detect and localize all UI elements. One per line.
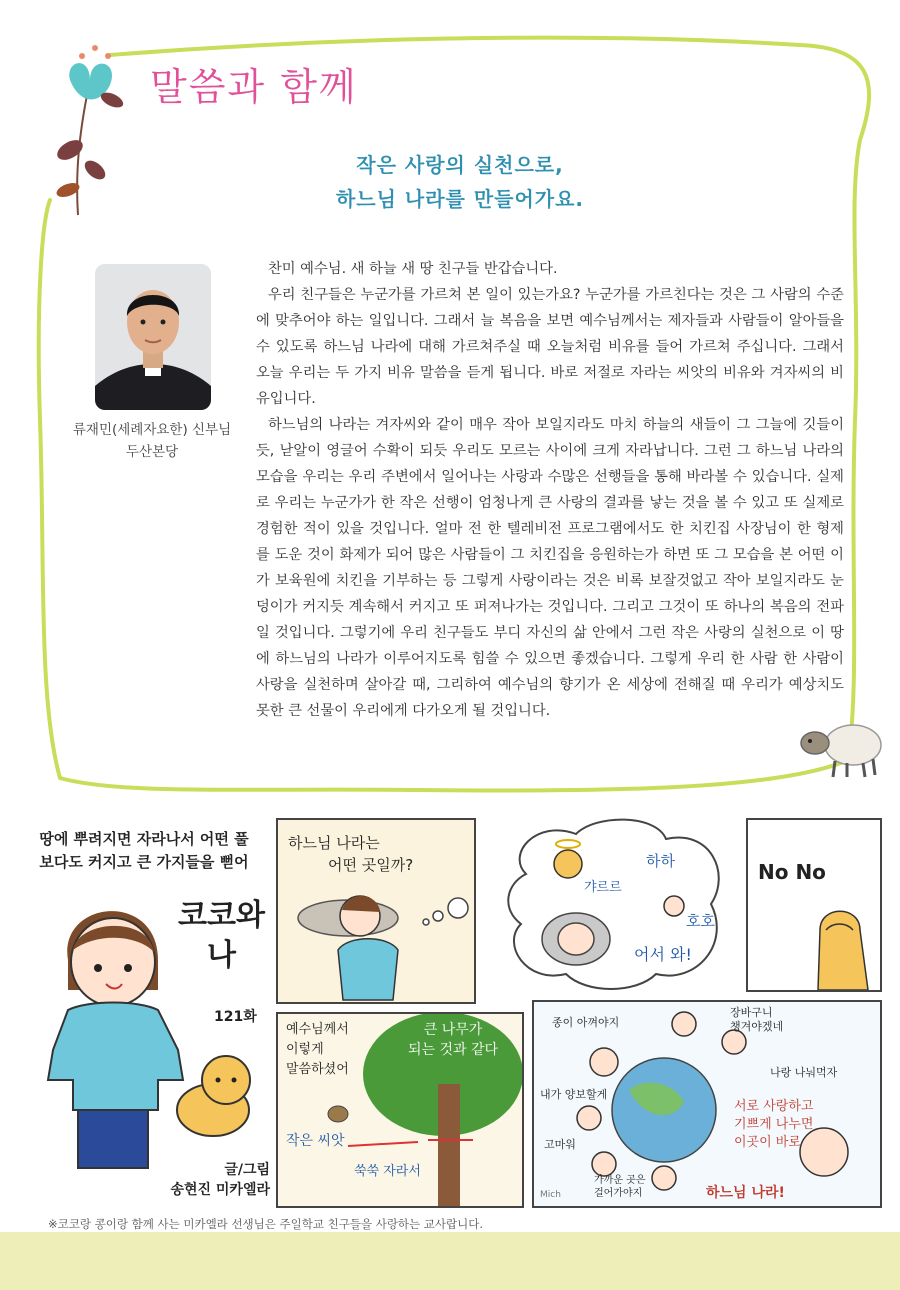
footer-note: ※코코랑 콩이랑 함께 사는 미카엘라 선생님은 주일학교 친구들을 사랑하는 교사랍니다.	[48, 1217, 484, 1231]
priest-portrait-icon	[95, 264, 211, 410]
author-photo	[95, 264, 211, 410]
panel5-text-2: 장바구니	[730, 1006, 773, 1019]
panel5-text-7: 서로 사랑하고	[734, 1099, 814, 1114]
comic-intro-line-1: 땅에 뿌려지면 자라나서 어떤 풀	[39, 830, 249, 848]
bottom-band	[0, 1232, 900, 1290]
artist-signature: Mich	[540, 1190, 561, 1200]
earth-people-icon	[534, 1002, 880, 1206]
panel4-text-7: 쑥쑥 자라서	[354, 1164, 421, 1179]
panel4-caption	[286, 1020, 349, 1080]
subtitle-line-1: 작은 사랑의 실천으로,	[356, 153, 564, 177]
panel5-love-caption	[734, 1098, 813, 1152]
comic-panel-4	[276, 1012, 524, 1208]
panel4-tree-caption	[408, 1020, 498, 1060]
series-title-line-2: 나	[206, 938, 236, 973]
panel2-text-2: 갸르르	[584, 880, 622, 895]
subtitle-line-2: 하느님 나라를 만들어가요.	[335, 187, 585, 211]
panel3-text: No No	[758, 860, 826, 884]
panel2-text-1: 하하	[646, 852, 675, 870]
panel1-caption	[288, 832, 413, 876]
article-body	[256, 256, 844, 724]
paw-icon	[798, 890, 882, 990]
panel5-walk-caption	[594, 1174, 645, 1200]
author-name: 류재민(세례자요한) 신부님	[72, 422, 232, 438]
article-paragraph: 우리 친구들은 누군가를 가르쳐 본 일이 있는가요? 누군가를 가르친다는 것은 그 사람의 수준에 맞추어야 하는 일입니다. 그래서 늘 복음을 보면 예수님께서는 제자들과 사람들이 알아들을 수 있도록 하느님 나라에 대해 가르쳐주실 때 오늘처럼 비유를 들어 가르쳐 주십니다. 그래서 오늘 우리는 두 가지 비유 말씀을 듣게 됩니다. 바로 저절로 자라는 씨앗의 비유와 겨자씨의 비유입니다.	[256, 287, 844, 407]
panel5-text-10: 가까운 곳은	[594, 1175, 646, 1186]
girl-and-cat-icon	[28, 880, 278, 1170]
panel5-text-12: 하느님 나라!	[706, 1185, 785, 1201]
panel5-text-4: 내가 양보할게	[540, 1088, 608, 1101]
page-title: 말씀과 함께	[150, 65, 358, 109]
sheep-icon	[795, 715, 885, 780]
article-subtitle	[250, 148, 670, 216]
comic-panel-3	[746, 818, 882, 992]
series-title-line-1: 코코와	[178, 898, 265, 933]
panel1-line-2: 어떤 곳일까?	[328, 856, 414, 874]
comic-credit	[140, 1160, 270, 1200]
comic-panel-5	[532, 1000, 882, 1208]
article-paragraph: 하느님의 나라는 겨자씨와 같이 매우 작아 보일지라도 마치 하늘의 새들이 그 그늘에 깃들이듯, 낟알이 영글어 수확이 되듯 우리도 모르는 사이에 크게 자라납니다. 그런 그 하느님 나라의 모습을 우리는 우리 주변에서 일어나는 사랑과 수많은 선행들을 통해 바라볼 수 있습니다. 실제로 우리는 누군가가 한 작은 선행이 엄청나게 큰 사랑의 결과를 낳는 것을 볼 수 있고 또 실제로 경험한 적이 있을 것입니다. 얼마 전 한 텔레비전 프로그램에서도 한 치킨집 사장님이 한 형제를 도운 것이 화제가 되어 많은 사람들이 그 치킨집을 응원하는가 하면 또 그 모습을 본 어떤 이가 보육원에 치킨을 기부하는 등 그렇게 사랑이라는 것은 비록 보잘것없고 작아 보일지라도 눈덩이가 커지듯 계속해서 커지고 또 퍼져나가는 것입니다. 그리고 그것이 또 하나의 복음의 전파일 것입니다. 그렇기에 우리 친구들도 부디 자신의 삶 안에서 그런 작은 사랑의 실천으로 이 땅에 하느님의 나라가 이루어지도록 힘쓸 수 있으면 좋겠습니다. 그렇게 우리 한 사람 한 사람이 사랑을 실천하며 살아갈 때, 그리하여 예수님의 향기가 온 세상에 전해질 때 우리가 예상치도 못한 큰 선물이 우리에게 다가오게 될 것입니다.	[256, 417, 844, 719]
panel4-text-3: 말씀하셨어	[286, 1062, 349, 1077]
author-caption	[62, 419, 242, 463]
credit-line-2: 송현진 미카엘라	[170, 1182, 270, 1198]
panel5-text-1: 종이 아껴야지	[552, 1016, 620, 1029]
article-paragraph: 찬미 예수님. 새 하늘 새 땅 친구들 반갑습니다.	[268, 261, 558, 277]
panel4-text-5: 되는 것과 같다	[408, 1042, 499, 1058]
panel4-text-6: 작은 씨앗	[286, 1133, 345, 1149]
author-parish: 두산본당	[125, 444, 179, 460]
comic-cover-panel	[18, 880, 270, 1200]
panel4-text-2: 이렇게	[286, 1042, 324, 1057]
comic-intro-line-2: 보다도 커지고 큰 가지들을 뻗어	[39, 853, 249, 871]
panel5-text-3: 챙겨야겠네	[730, 1020, 784, 1033]
comic-intro	[18, 828, 270, 874]
credit-line-1: 글/그림	[224, 1162, 270, 1178]
panel5-text-9: 이곳이 바로	[734, 1135, 801, 1150]
flower-icon	[40, 40, 140, 220]
panel5-text-5: 나랑 나눠먹자	[770, 1066, 838, 1079]
comic-panel-1	[276, 818, 476, 1004]
panel5-text-11: 걸어가야지	[594, 1188, 643, 1199]
panel1-line-1: 하느님 나라는	[288, 834, 380, 852]
sleeping-child-icon	[278, 880, 474, 1002]
thought-cloud-icon	[496, 814, 732, 994]
episode-number: 121화	[214, 1009, 257, 1025]
panel2-text-3: 호호	[686, 912, 715, 930]
panel5-bubble-basket	[730, 1006, 783, 1034]
panel5-text-8: 기쁘게 나누면	[734, 1117, 814, 1132]
comic-panel-2	[496, 814, 732, 994]
panel5-text-6: 고마워	[544, 1138, 576, 1151]
panel4-text-1: 예수님께서	[286, 1022, 349, 1037]
panel4-text-4: 큰 나무가	[423, 1022, 483, 1038]
panel2-text-4: 어서 와!	[634, 945, 692, 964]
